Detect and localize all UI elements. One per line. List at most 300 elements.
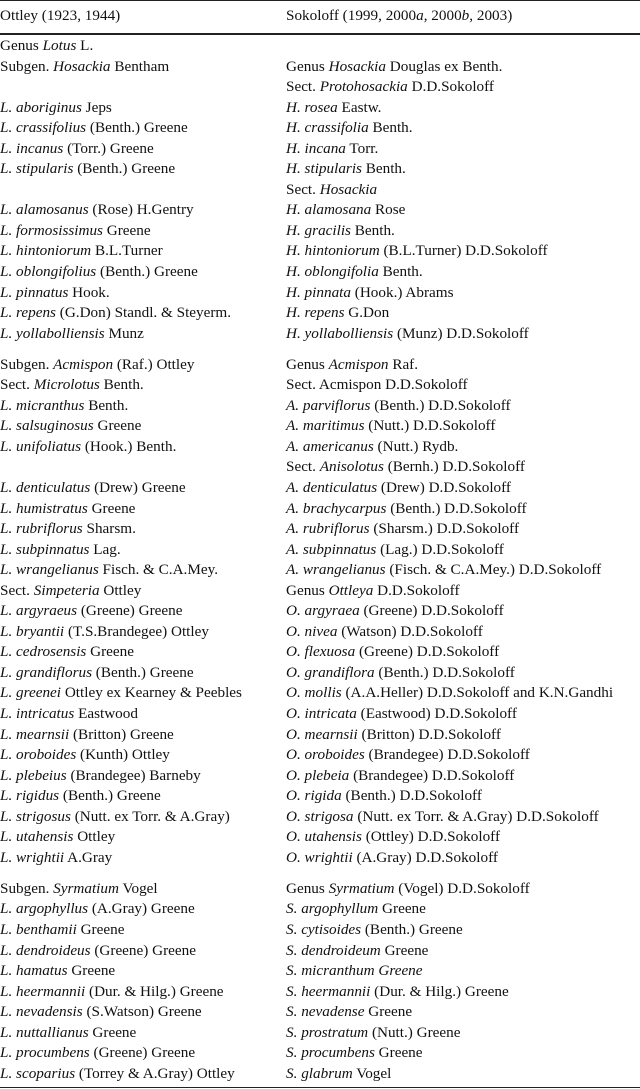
ottley-cell xyxy=(0,355,194,376)
taxon-name: H. repens xyxy=(286,304,345,322)
taxon-name: L. micranthus xyxy=(0,396,85,414)
authority-text: (Dur. & Hilg.) Greene xyxy=(370,982,509,1000)
authority-text: (Fisch. & C.A.Mey.) D.D.Sokoloff xyxy=(385,561,602,579)
table-row xyxy=(0,180,640,201)
authority-text: Sect. xyxy=(0,581,34,599)
taxon-name: S. argophyllum xyxy=(286,900,379,918)
authority-text: (Britton) D.D.Sokoloff xyxy=(357,725,501,743)
authority-text: Eastw. xyxy=(337,98,382,116)
taxon-name: L. rigidus xyxy=(0,787,60,805)
authority-text: (Rose) H.Gentry xyxy=(88,201,194,219)
ottley-cell xyxy=(0,1064,235,1085)
authority-text: (Benth.) Greene xyxy=(96,263,198,281)
authority-text: Subgen. xyxy=(0,57,54,75)
authority-text: Greene xyxy=(86,643,134,661)
sokoloff-cell xyxy=(286,355,418,376)
taxon-name: L. wrightii xyxy=(0,848,65,866)
ottley-cell xyxy=(0,848,112,869)
taxon-name: L. scoparius xyxy=(0,1064,76,1082)
authority-text: (Benth.) Greene xyxy=(73,160,176,178)
taxon-name: L. aboriginus xyxy=(0,98,82,116)
authority-text: (Torr.) Greene xyxy=(63,139,154,157)
header-right-b: b xyxy=(461,7,470,24)
sokoloff-cell xyxy=(286,1064,391,1085)
authority-text: Fisch. & C.A.Mey. xyxy=(98,561,218,579)
sokoloff-cell xyxy=(286,704,517,725)
taxon-name: L. unifoliatus xyxy=(0,437,82,455)
authority-text: (Dur. & Hilg.) Greene xyxy=(85,982,224,1000)
table-row xyxy=(0,827,640,848)
authority-text: Sect. xyxy=(286,458,320,476)
table-row xyxy=(0,457,640,478)
sokoloff-cell xyxy=(286,98,381,119)
sokoloff-cell xyxy=(286,375,468,396)
table-row xyxy=(0,139,640,160)
authority-text: Benth. xyxy=(84,396,129,414)
authority-text: Benth. xyxy=(378,263,423,281)
sokoloff-cell xyxy=(286,221,395,242)
table-row xyxy=(0,899,640,920)
taxon-name: O. plebeia xyxy=(286,766,350,784)
authority-text: Vogel xyxy=(352,1064,392,1082)
ottley-cell xyxy=(0,807,230,828)
authority-text: (Nutt.) Rydb. xyxy=(373,437,459,455)
authority-text: (Benth.) D.D.Sokoloff xyxy=(386,499,527,517)
authority-text: (Hook.) Abrams xyxy=(350,283,454,301)
taxon-name: A. americanus xyxy=(286,437,374,455)
table-row xyxy=(0,1002,640,1023)
authority-text: Subgen. xyxy=(0,879,54,897)
sokoloff-cell xyxy=(286,159,406,180)
taxon-name: A. brachycarpus xyxy=(286,499,387,517)
table-row xyxy=(0,36,640,57)
authority-text: Greene xyxy=(76,920,125,938)
table-row xyxy=(0,745,640,766)
authority-text: (Brandegee) D.D.Sokoloff xyxy=(364,746,530,764)
authority-text: Benth. xyxy=(99,376,144,394)
ottley-cell xyxy=(0,941,196,962)
taxon-name: S. prostratum xyxy=(286,1023,369,1041)
table-row xyxy=(0,941,640,962)
table-row xyxy=(0,725,640,746)
taxon-name: O. rigida xyxy=(286,787,342,805)
taxon-name: O. utahensis xyxy=(286,828,362,846)
ottley-cell xyxy=(0,57,169,78)
table-row xyxy=(0,848,640,869)
authority-text: (Munz) D.D.Sokoloff xyxy=(393,324,529,342)
authority-text: Sect. xyxy=(0,376,34,394)
sokoloff-cell xyxy=(286,725,501,746)
table-row xyxy=(0,283,640,304)
taxon-name: Microlotus xyxy=(33,376,100,394)
taxon-name: L. argyraeus xyxy=(0,602,78,620)
sokoloff-cell xyxy=(286,1043,423,1064)
taxon-name: L. benthamii xyxy=(0,920,77,938)
taxon-name: L. salsuginosus xyxy=(0,417,94,435)
taxon-name: L. yollabolliensis xyxy=(0,324,105,342)
authority-text: Sect. xyxy=(286,180,320,198)
authority-text: (Benth.) D.D.Sokoloff xyxy=(341,787,482,805)
authority-text: (Nutt. ex Torr. & A.Gray) xyxy=(70,807,230,825)
sokoloff-cell xyxy=(286,262,423,283)
taxon-name: L. oblongifolius xyxy=(0,263,97,281)
taxon-name: H. rosea xyxy=(286,98,338,116)
ottley-cell xyxy=(0,601,182,622)
ottley-cell xyxy=(0,766,201,787)
sokoloff-cell xyxy=(286,766,514,787)
table-row xyxy=(0,437,640,458)
authority-text: Sect. xyxy=(286,78,320,96)
authority-text: (Ottley) D.D.Sokoloff xyxy=(361,828,501,846)
taxon-name: L. plebeius xyxy=(0,766,67,784)
taxon-name: L. utahensis xyxy=(0,828,74,846)
taxon-name: O. intricata xyxy=(286,705,357,722)
table-row xyxy=(0,57,640,78)
ottley-cell xyxy=(0,499,135,520)
ottley-cell xyxy=(0,200,194,221)
taxon-name: L. procumbens xyxy=(0,1044,90,1062)
authority-text: Jeps xyxy=(81,98,112,116)
authority-text: (Benth.) D.D.Sokoloff xyxy=(370,396,511,414)
header-right xyxy=(286,7,512,25)
authority-text: (Hook.) Benth. xyxy=(81,437,177,455)
ottley-cell xyxy=(0,303,231,324)
taxon-name: H. oblongifolia xyxy=(286,263,379,281)
ottley-cell xyxy=(0,241,163,262)
ottley-cell xyxy=(0,560,218,581)
table-row xyxy=(0,786,640,807)
sokoloff-cell xyxy=(286,1002,412,1023)
table-row xyxy=(0,1023,640,1044)
taxon-name: S. nevadense xyxy=(286,1003,365,1021)
authority-text: (Raf.) Ottley xyxy=(113,355,195,373)
table-row xyxy=(0,375,640,396)
ottley-cell xyxy=(0,375,144,396)
taxon-name: H. gracilis xyxy=(286,221,351,239)
header-right-mid: , 2000 xyxy=(423,7,462,24)
table-row xyxy=(0,118,640,139)
sokoloff-cell xyxy=(286,139,378,160)
authority-text: (Benth.) Greene xyxy=(92,663,194,681)
taxon-name: Hosackia xyxy=(319,180,378,198)
taxon-name: L. hintoniorum xyxy=(0,242,92,260)
ottley-cell xyxy=(0,920,124,941)
authority-text: Greene xyxy=(102,221,151,239)
taxon-name: L. incanus xyxy=(0,139,64,157)
ottley-cell xyxy=(0,704,138,725)
sokoloff-cell xyxy=(286,519,519,540)
ottley-cell xyxy=(0,221,151,242)
ottley-cell xyxy=(0,283,110,304)
table-row xyxy=(0,560,640,581)
authority-text: Sharsm. xyxy=(82,520,136,538)
header-right-suffix: , 2003) xyxy=(469,7,513,24)
ottley-cell xyxy=(0,262,198,283)
table-row xyxy=(0,200,640,221)
table-bottom-rule xyxy=(0,1087,640,1088)
ottley-cell xyxy=(0,159,175,180)
authority-text: Greene xyxy=(93,417,142,435)
authority-text: (Greene) D.D.Sokoloff xyxy=(355,643,500,661)
authority-text: (Nutt.) D.D.Sokoloff xyxy=(364,417,496,435)
table-row xyxy=(0,663,640,684)
authority-text: Ottley xyxy=(73,828,116,846)
authority-text: Genus xyxy=(286,581,329,599)
authority-text: (A.Gray) D.D.Sokoloff xyxy=(352,848,498,866)
sokoloff-cell xyxy=(286,416,495,437)
authority-text: Ottley xyxy=(99,581,142,599)
table-row xyxy=(0,642,640,663)
authority-text: Ottley ex Kearney & Peebles xyxy=(61,684,242,702)
taxon-name: H. crassifolia xyxy=(286,119,369,137)
ottley-cell xyxy=(0,416,141,437)
ottley-cell xyxy=(0,961,115,982)
authority-text: (Greene) Greene xyxy=(90,941,196,959)
table-row xyxy=(0,355,640,376)
authority-text: Greene xyxy=(364,1003,413,1021)
taxon-name: L. grandiflorus xyxy=(0,663,92,681)
taxon-name: Hosackia xyxy=(53,57,111,75)
taxon-name: O. mollis xyxy=(286,684,342,702)
sokoloff-cell xyxy=(286,581,460,602)
authority-text: (B.L.Turner) D.D.Sokoloff xyxy=(379,242,548,260)
taxon-name: L. repens xyxy=(0,304,56,322)
authority-text: Greene xyxy=(67,962,116,980)
taxon-name: O. grandiflora xyxy=(286,663,375,681)
taxon-name: Ottleya xyxy=(328,581,374,599)
sokoloff-cell xyxy=(286,560,601,581)
ottley-cell xyxy=(0,437,176,458)
sokoloff-cell xyxy=(286,786,482,807)
header-right-a: a xyxy=(416,7,424,24)
authority-text: (Lag.) D.D.Sokoloff xyxy=(376,540,504,558)
ottley-cell xyxy=(0,786,161,807)
sokoloff-cell xyxy=(286,540,504,561)
sokoloff-cell xyxy=(286,920,463,941)
taxon-name: Anisolotus xyxy=(319,458,384,476)
authority-text: (S.Watson) Greene xyxy=(82,1003,202,1021)
ottley-cell xyxy=(0,745,170,766)
authority-text: Munz xyxy=(104,324,144,342)
sokoloff-cell xyxy=(286,437,458,458)
authority-text: Torr. xyxy=(345,139,379,157)
taxon-name: L. dendroideus xyxy=(0,941,91,959)
taxon-name: O. argyraea xyxy=(286,602,360,620)
taxon-name: H. incana xyxy=(286,139,346,157)
taxon-name: L. hamatus xyxy=(0,962,68,980)
authority-text: B.L.Turner xyxy=(91,242,163,260)
table-header xyxy=(0,0,640,32)
header-left: Ottley (1923, 1944) xyxy=(0,7,121,24)
table-row xyxy=(0,416,640,437)
ottley-cell xyxy=(0,98,112,119)
table-row xyxy=(0,879,640,900)
table-row xyxy=(0,499,640,520)
sokoloff-cell xyxy=(286,303,389,324)
authority-text: (Benth.) D.D.Sokoloff xyxy=(374,663,515,681)
taxon-name: A. denticulatus xyxy=(286,478,378,496)
sokoloff-cell xyxy=(286,663,515,684)
taxon-name: L. oroboides xyxy=(0,746,77,764)
table-row xyxy=(0,1043,640,1064)
ottley-cell xyxy=(0,663,194,684)
taxon-name: O. wrightii xyxy=(286,848,353,866)
sokoloff-cell xyxy=(286,396,511,417)
authority-text: (Bernh.) D.D.Sokoloff xyxy=(383,458,525,476)
sokoloff-cell xyxy=(286,683,613,704)
authority-text: (Torrey & A.Gray) Ottley xyxy=(75,1064,235,1082)
taxon-name: L. bryantii xyxy=(0,622,65,640)
table-row xyxy=(0,601,640,622)
sokoloff-cell xyxy=(286,745,530,766)
table-row xyxy=(0,622,640,643)
taxon-name: H. alamosana xyxy=(286,201,372,219)
ottley-cell xyxy=(0,1043,195,1064)
taxon-name: A. wrangelianus xyxy=(286,561,386,579)
taxon-name: H. yollabolliensis xyxy=(286,324,394,342)
authority-text: (Benth.) Greene xyxy=(59,787,161,805)
taxon-name: L. pinnatus xyxy=(0,283,69,301)
authority-text: Genus xyxy=(0,37,43,54)
taxon-name: L. cedrosensis xyxy=(0,643,87,661)
table-row xyxy=(0,98,640,119)
sokoloff-cell xyxy=(286,77,494,98)
ottley-cell xyxy=(0,879,158,900)
taxon-name: S. dendroideum xyxy=(286,941,381,959)
sokoloff-cell xyxy=(286,899,426,920)
authority-text: Benth. xyxy=(350,221,395,239)
sokoloff-cell xyxy=(286,283,454,304)
table-row xyxy=(0,683,640,704)
sokoloff-cell xyxy=(286,200,405,221)
ottley-cell xyxy=(0,1023,136,1044)
authority-text: Genus xyxy=(286,57,329,75)
authority-text: Greene xyxy=(378,900,426,918)
authority-text: (A.Gray) Greene xyxy=(88,900,195,918)
sokoloff-cell xyxy=(286,601,504,622)
ottley-cell xyxy=(0,36,93,57)
ottley-cell xyxy=(0,139,154,160)
sokoloff-cell xyxy=(286,827,500,848)
table-row xyxy=(0,581,640,602)
sokoloff-cell xyxy=(286,642,499,663)
taxon-name: L. subpinnatus xyxy=(0,540,90,558)
taxon-name: L. stipularis xyxy=(0,160,74,178)
table-row xyxy=(0,920,640,941)
sokoloff-cell xyxy=(286,499,527,520)
authority-text: Eastwood xyxy=(74,705,138,722)
ottley-cell xyxy=(0,1002,202,1023)
taxon-name: Syrmatium xyxy=(328,879,395,897)
authority-text: Benth. xyxy=(361,160,406,178)
taxon-name: S. cytisoides xyxy=(286,920,362,938)
authority-text: (Brandegee) Barneby xyxy=(66,766,201,784)
authority-text: (Drew) D.D.Sokoloff xyxy=(377,478,511,496)
authority-text: Subgen. xyxy=(0,355,54,373)
sokoloff-cell xyxy=(286,57,502,78)
ottley-cell xyxy=(0,725,174,746)
taxon-name: L. strigosus xyxy=(0,807,71,825)
taxon-name: L. denticulatus xyxy=(0,478,91,496)
authority-text: D.D.Sokoloff xyxy=(407,78,494,96)
sokoloff-cell xyxy=(286,879,530,900)
authority-text: (Benth.) Greene xyxy=(361,920,463,938)
authority-text: (Eastwood) D.D.Sokoloff xyxy=(356,705,517,722)
taxon-name: H. pinnata xyxy=(286,283,351,301)
authority-text: (Drew) Greene xyxy=(90,478,186,496)
table-body xyxy=(0,36,640,1084)
ottley-cell xyxy=(0,827,115,848)
table-row xyxy=(0,961,640,982)
authority-text: (Nutt. ex Torr. & A.Gray) D.D.Sokoloff xyxy=(353,807,599,825)
authority-text: D.D.Sokoloff xyxy=(373,581,460,599)
authority-text: Rose xyxy=(371,201,406,219)
header-right-prefix: Sokoloff (1999, 2000 xyxy=(286,7,417,24)
header-rule xyxy=(0,33,640,35)
taxon-name: L. rubriflorus xyxy=(0,520,83,538)
taxon-name: O. nivea xyxy=(286,622,338,640)
sokoloff-cell xyxy=(286,807,599,828)
ottley-cell xyxy=(0,683,242,704)
authority-text: Benth. xyxy=(368,119,413,137)
taxon-name: A. maritimus xyxy=(286,417,365,435)
taxon-name: L. intricatus xyxy=(0,705,75,722)
ottley-cell xyxy=(0,396,128,417)
ottley-cell xyxy=(0,642,134,663)
table-row xyxy=(0,519,640,540)
authority-text: Bentham xyxy=(110,57,170,75)
sokoloff-cell xyxy=(286,622,483,643)
taxon-name: Lotus xyxy=(42,37,77,54)
authority-text: G.Don xyxy=(344,304,390,322)
taxon-name: L. nevadensis xyxy=(0,1003,83,1021)
authority-text: Douglas ex Benth. xyxy=(385,57,503,75)
authority-text: Raf. xyxy=(388,355,419,373)
taxon-name: L. humistratus xyxy=(0,499,88,517)
ottley-cell xyxy=(0,899,195,920)
authority-text: (Greene) D.D.Sokoloff xyxy=(359,602,504,620)
authority-text: Greene xyxy=(87,499,136,517)
authority-text: Sect. Acmispon D.D.Sokoloff xyxy=(286,376,468,394)
taxon-name: Syrmatium xyxy=(53,879,119,897)
table-row xyxy=(0,766,640,787)
taxon-name: Protohosackia xyxy=(319,78,408,96)
table-row xyxy=(0,324,640,345)
taxon-name: S. micranthum Greene xyxy=(286,962,423,980)
authority-text: Greene xyxy=(380,941,429,959)
table-row xyxy=(0,704,640,725)
taxon-name: H. hintoniorum xyxy=(286,242,380,260)
sokoloff-cell xyxy=(286,848,498,869)
taxon-name: S. heermannii xyxy=(286,982,371,1000)
ottley-cell xyxy=(0,519,136,540)
sokoloff-cell xyxy=(286,180,377,201)
taxon-name: A. parviflorus xyxy=(286,396,371,414)
taxon-name: Simpeteria xyxy=(33,581,100,599)
taxon-name: S. glabrum xyxy=(286,1064,353,1082)
table-row xyxy=(0,540,640,561)
ottley-cell xyxy=(0,581,141,602)
table-row xyxy=(0,1064,640,1085)
ottley-cell xyxy=(0,478,186,499)
taxon-name: A. rubriflorus xyxy=(286,520,370,538)
authority-text: L. xyxy=(76,37,94,54)
table-row xyxy=(0,262,640,283)
authority-text: (G.Don) Standl. & Steyerm. xyxy=(55,304,232,322)
taxon-name: S. procumbens xyxy=(286,1044,375,1062)
taxon-name: Acmispon xyxy=(53,355,114,373)
authority-text: Greene xyxy=(88,1023,137,1041)
